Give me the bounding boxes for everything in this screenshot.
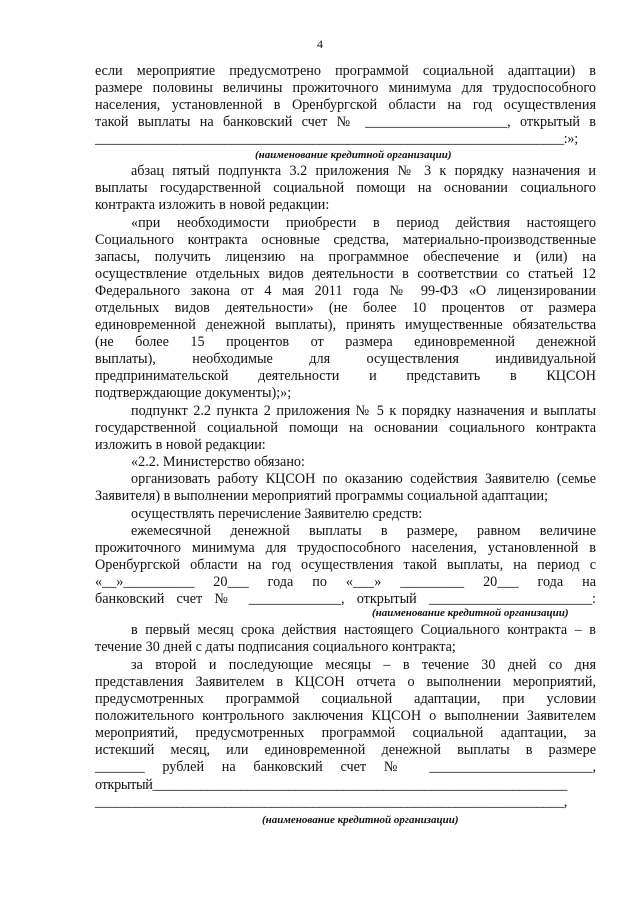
text-line: положительного контрольного заключения КЦСОН о выполнении Заявителем	[95, 708, 596, 724]
text-line: выплаты), необходимые для осуществления индивидуальной	[95, 351, 596, 367]
text-line: течение 30 дней с даты подписания социального контракта;	[95, 639, 456, 655]
text-line: в первый месяц срока действия настоящего Социального контракта – в	[131, 622, 596, 638]
text-line: отдельных видов деятельности» (не более 10 процентов от размера	[95, 300, 596, 316]
text-line: истекший месяц, или единовременной денежной выплаты в размере	[95, 742, 596, 758]
text-line: организовать работу КЦСОН по оказанию содействия Заявителю (семье	[131, 471, 596, 487]
text-line: изложить в новой редакции:	[95, 437, 266, 453]
text-line: (не более 15 процентов от размера единовременной денежной	[95, 334, 596, 350]
text-line: Федерального закона от 4 мая 2011 года № 99-ФЗ «О лицензировании	[95, 283, 596, 299]
text-line: «__»__________ 20___ года по «___» _________ 20___ года на	[95, 574, 596, 590]
text-line: подпункт 2.2 пункта 2 приложения № 5 к порядку назначения и выплаты	[131, 403, 596, 419]
text-line: населения, установленной в Оренбургской области на год осуществления	[95, 97, 596, 113]
text-line: предпринимательской деятельности и представить в КЦСОН	[95, 368, 596, 384]
text-line: _____________________________________________________________________,	[95, 794, 568, 810]
text-line: абзац пятый подпункта 3.2 приложения № 3 к порядку назначения и	[131, 163, 596, 179]
text-line: Социального контракта основные средства, материально-производственные	[95, 232, 596, 248]
bank-name-caption: (наименование кредитной организации)	[255, 149, 452, 161]
text-line: такой выплаты на банковский счет № ____________________, открытый в	[95, 114, 596, 130]
page-number: 4	[317, 37, 323, 51]
text-line: открытый_____________________________________________________________	[95, 777, 567, 793]
text-line: за второй и последующие месяцы – в течение 30 дней со дня	[131, 657, 596, 673]
text-line: единовременной денежной выплаты), принять имущественные обязательства	[95, 317, 596, 333]
text-line: представления Заявителем в КЦСОН отчета о выполнении мероприятий,	[95, 674, 596, 690]
text-line: осуществление отдельных видов деятельности в соответствии со статьей 12	[95, 266, 596, 282]
text-line: подтверждающие документы);»;	[95, 385, 292, 401]
text-line: Оренбургской области на год осуществления такой выплаты, на период с	[95, 557, 596, 573]
text-line: запасы, получить лицензию на программное обеспечение и (или) на	[95, 249, 596, 265]
text-line: «2.2. Министерство обязано:	[131, 454, 305, 470]
text-line: если мероприятие предусмотрено программой социальной адаптации) в	[95, 63, 596, 79]
bank-name-caption: (наименование кредитной организации)	[372, 607, 569, 619]
text-line: контракта изложить в новой редакции:	[95, 197, 330, 213]
text-line: _______ рублей на банковский счет № _______________________,	[95, 759, 596, 775]
text-line: предусмотренных программой социальной адаптации, при условии	[95, 691, 596, 707]
text-line: ежемесячной денежной выплаты в размере, равном величине	[131, 523, 596, 539]
text-line: государственной социальной помощи на основании социального контракта	[95, 420, 596, 436]
text-line: мероприятий, предусмотренных программой социальной адаптации, за	[95, 725, 596, 741]
text-line: банковский счет № _____________, открытый _______________________:	[95, 591, 596, 607]
bank-name-caption: (наименование кредитной организации)	[262, 814, 459, 826]
text-line: _____________________________________________________________________:»;	[95, 131, 578, 147]
text-line: размере половины величины прожиточного минимума для трудоспособного	[95, 80, 596, 96]
text-line: выплаты государственной социальной помощи на основании социального	[95, 180, 596, 196]
text-line: осуществлять перечисление Заявителю средств:	[131, 506, 423, 522]
text-line: Заявителя) в выполнении мероприятий программы социальной адаптации;	[95, 488, 549, 504]
text-line: «при необходимости приобрести в период действия настоящего	[131, 215, 596, 231]
text-line: прожиточного минимума для трудоспособного населения, установленной в	[95, 540, 596, 556]
